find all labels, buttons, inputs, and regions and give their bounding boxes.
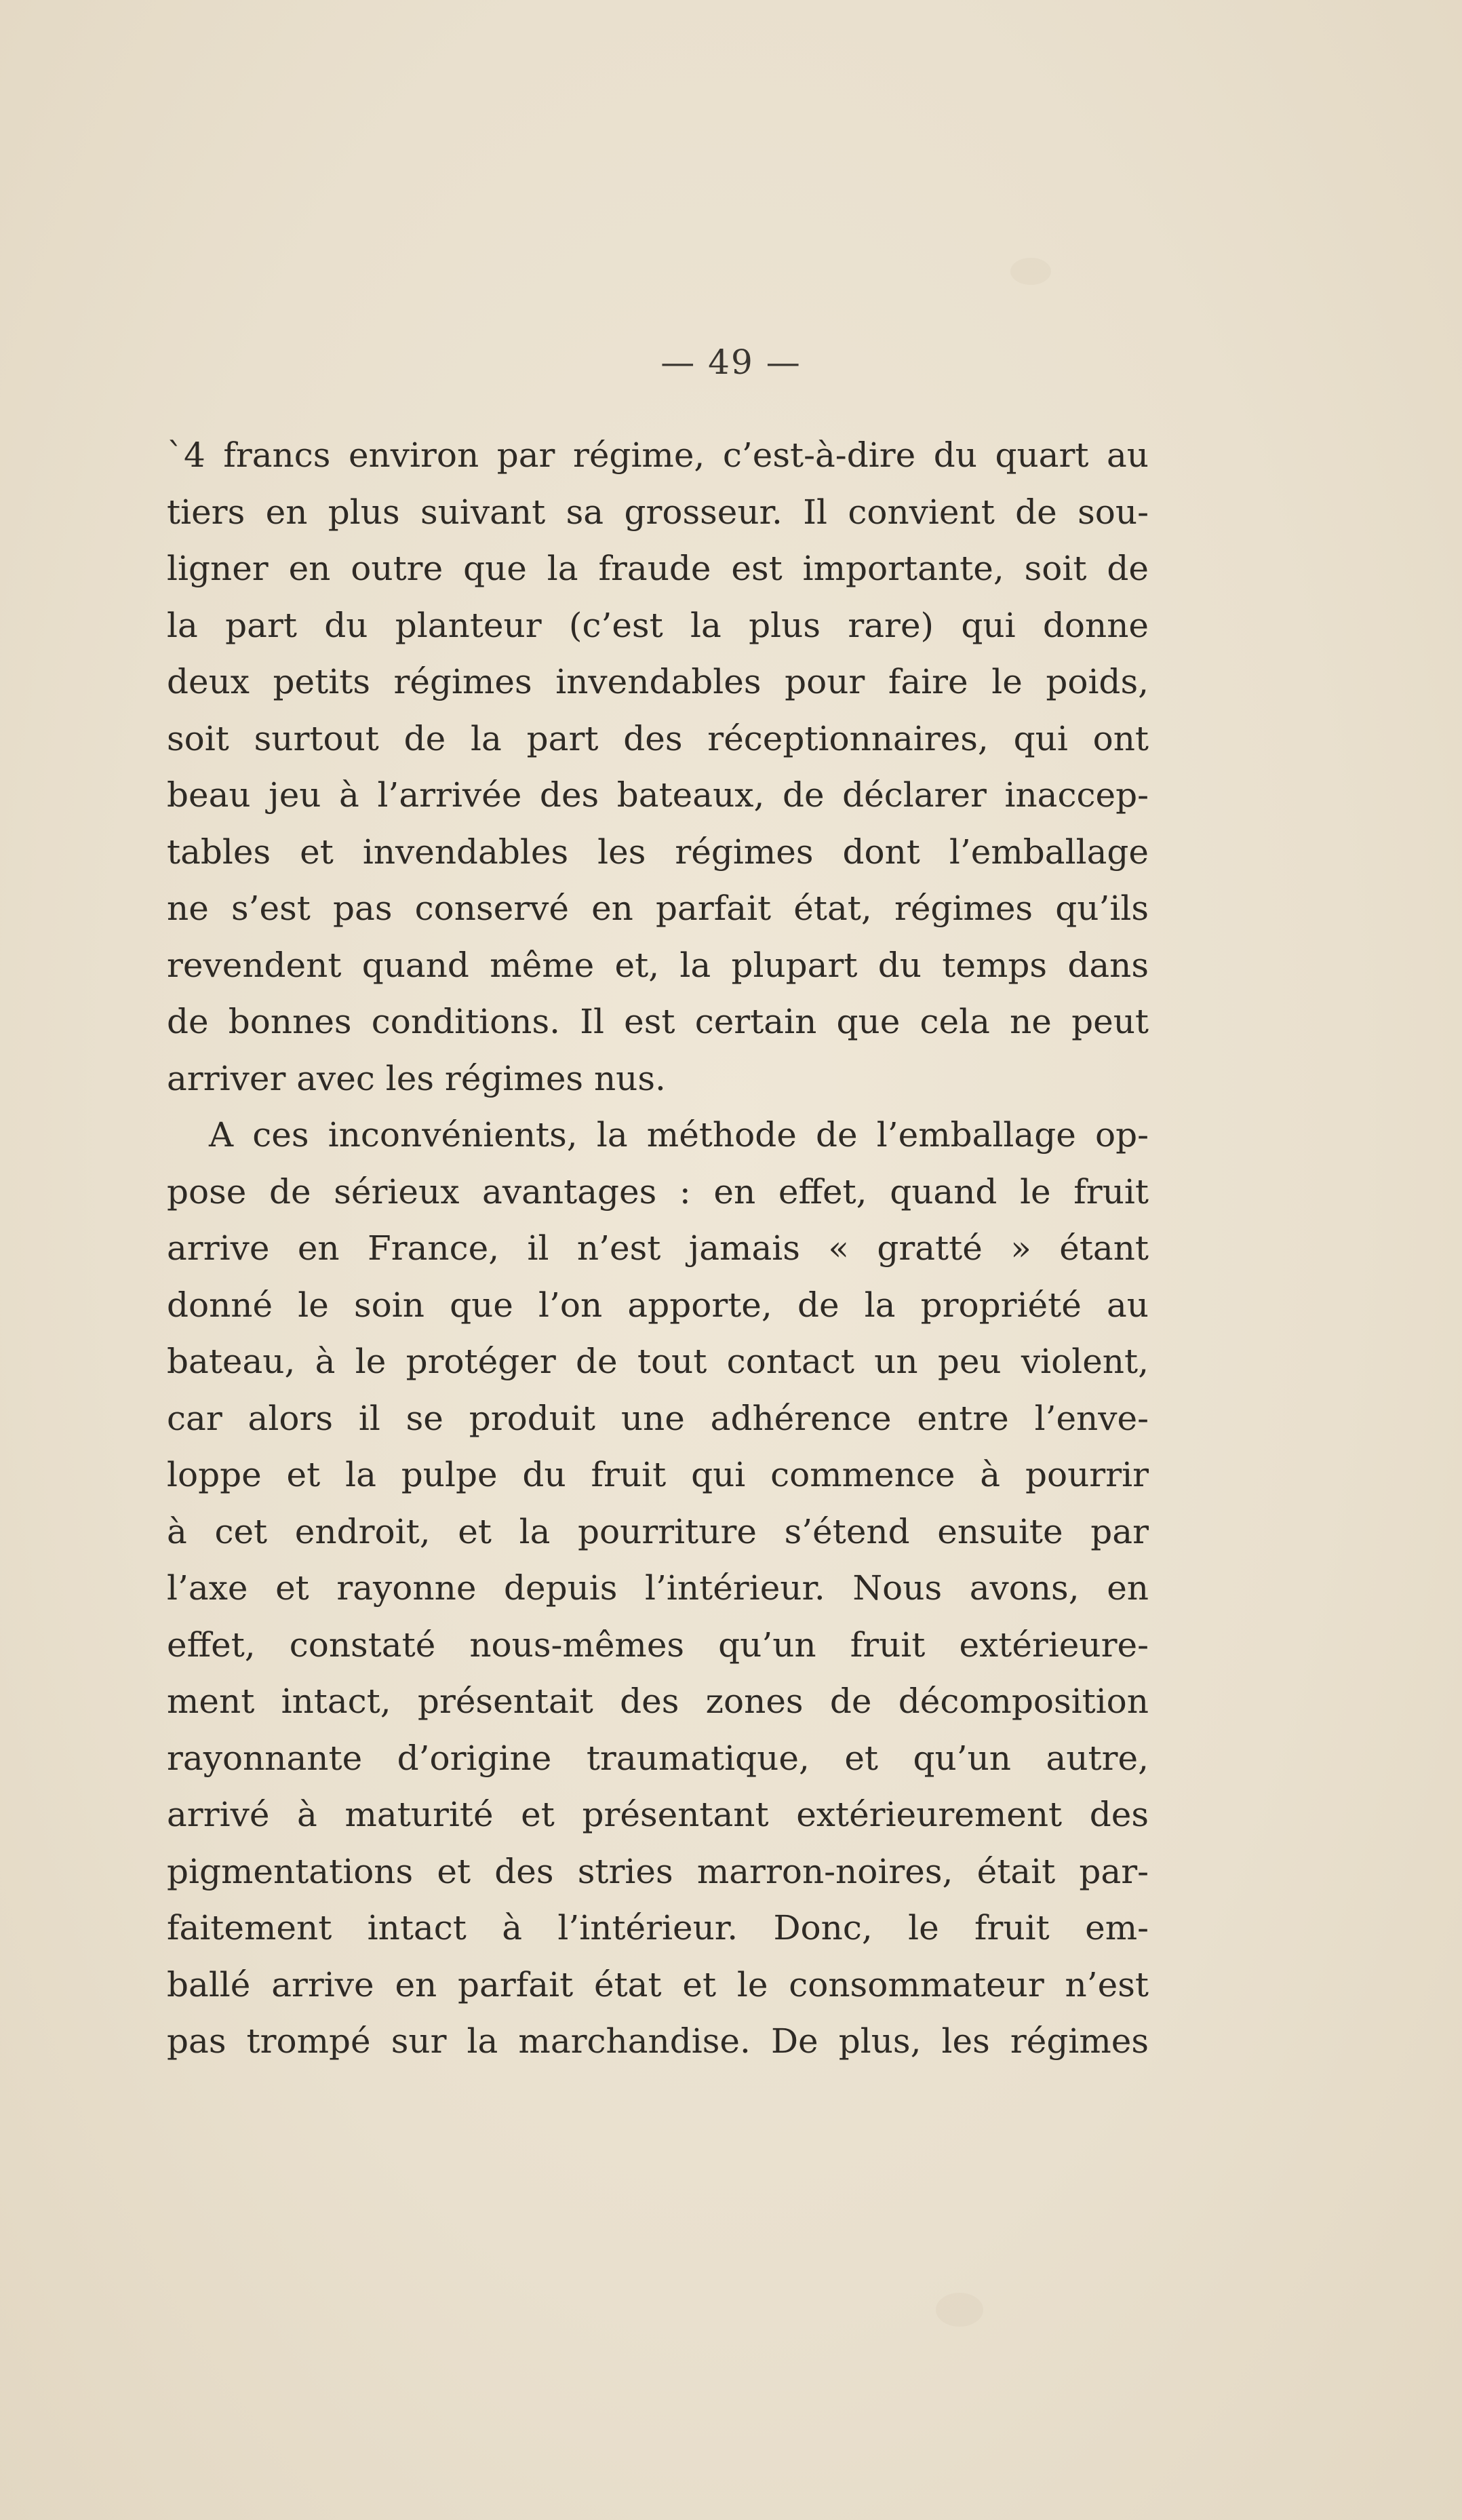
- text-line: pigmentations et des stries marron-noires, était par-: [167, 1851, 1149, 1891]
- body-text: [167, 427, 1149, 2070]
- text-line: bateau, à le protéger de tout contact un peu violent,: [167, 1342, 1149, 1381]
- text-line: à cet endroit, et la pourriture s’étend ensuite par: [167, 1511, 1149, 1551]
- text-line: l’axe et rayonne depuis l’intérieur. Nous avons, en: [167, 1568, 1149, 1608]
- text-line: deux petits régimes invendables pour faire le poids,: [167, 662, 1149, 701]
- text-line: arrivé à maturité et présentant extérieurement des: [167, 1795, 1149, 1834]
- text-line: soit surtout de la part des réceptionnaires, qui ont: [167, 718, 1149, 758]
- text-line: A ces inconvénients, la méthode de l’emballage op-: [209, 1115, 1149, 1155]
- text-line: pose de sérieux avantages : en effet, quand le fruit: [167, 1171, 1149, 1211]
- text-line: car alors il se produit une adhérence entre l’enve-: [167, 1398, 1149, 1438]
- text-line: ballé arrive en parfait état et le consommateur n’est: [167, 1964, 1149, 2004]
- text-line: revendent quand même et, la plupart du temps dans: [167, 945, 1149, 985]
- text-line: ment intact, présentait des zones de décomposition: [167, 1682, 1149, 1721]
- text-line: arrive en France, il n’est jamais « gratté » étant: [167, 1228, 1149, 1268]
- text-line: pas trompé sur la marchandise. De plus, les régimes: [167, 2021, 1149, 2061]
- text-line: `4 francs environ par régime, c’est-à-dire du quart au: [167, 435, 1149, 475]
- paper-stain: [936, 2293, 983, 2327]
- text-line: ligner en outre que la fraude est importante, soit de: [167, 549, 1149, 588]
- text-line: donné le soin que l’on apporte, de la propriété au: [167, 1285, 1149, 1325]
- text-line: de bonnes conditions. Il est certain que cela ne peut: [167, 1002, 1149, 1041]
- text-line: la part du planteur (c’est la plus rare) qui donne: [167, 605, 1149, 645]
- paper-stain: [1010, 258, 1051, 285]
- text-line: rayonnante d’origine traumatique, et qu’un autre,: [167, 1738, 1149, 1778]
- text-line: faitement intact à l’intérieur. Donc, le fruit em-: [167, 1908, 1149, 1947]
- text-line: effet, constaté nous-mêmes qu’un fruit extérieure-: [167, 1625, 1149, 1665]
- text-line: arriver avec les régimes nus.: [167, 1058, 666, 1098]
- text-line: beau jeu à l’arrivée des bateaux, de déclarer inaccep-: [167, 775, 1149, 815]
- text-line: tiers en plus suivant sa grosseur. Il convient de sou-: [167, 492, 1149, 532]
- page-number: — 49 —: [660, 343, 802, 382]
- text-line: ne s’est pas conservé en parfait état, régimes qu’ils: [167, 889, 1149, 928]
- text-line: loppe et la pulpe du fruit qui commence à pourrir: [167, 1455, 1149, 1494]
- text-line: tables et invendables les régimes dont l’emballage: [167, 832, 1149, 872]
